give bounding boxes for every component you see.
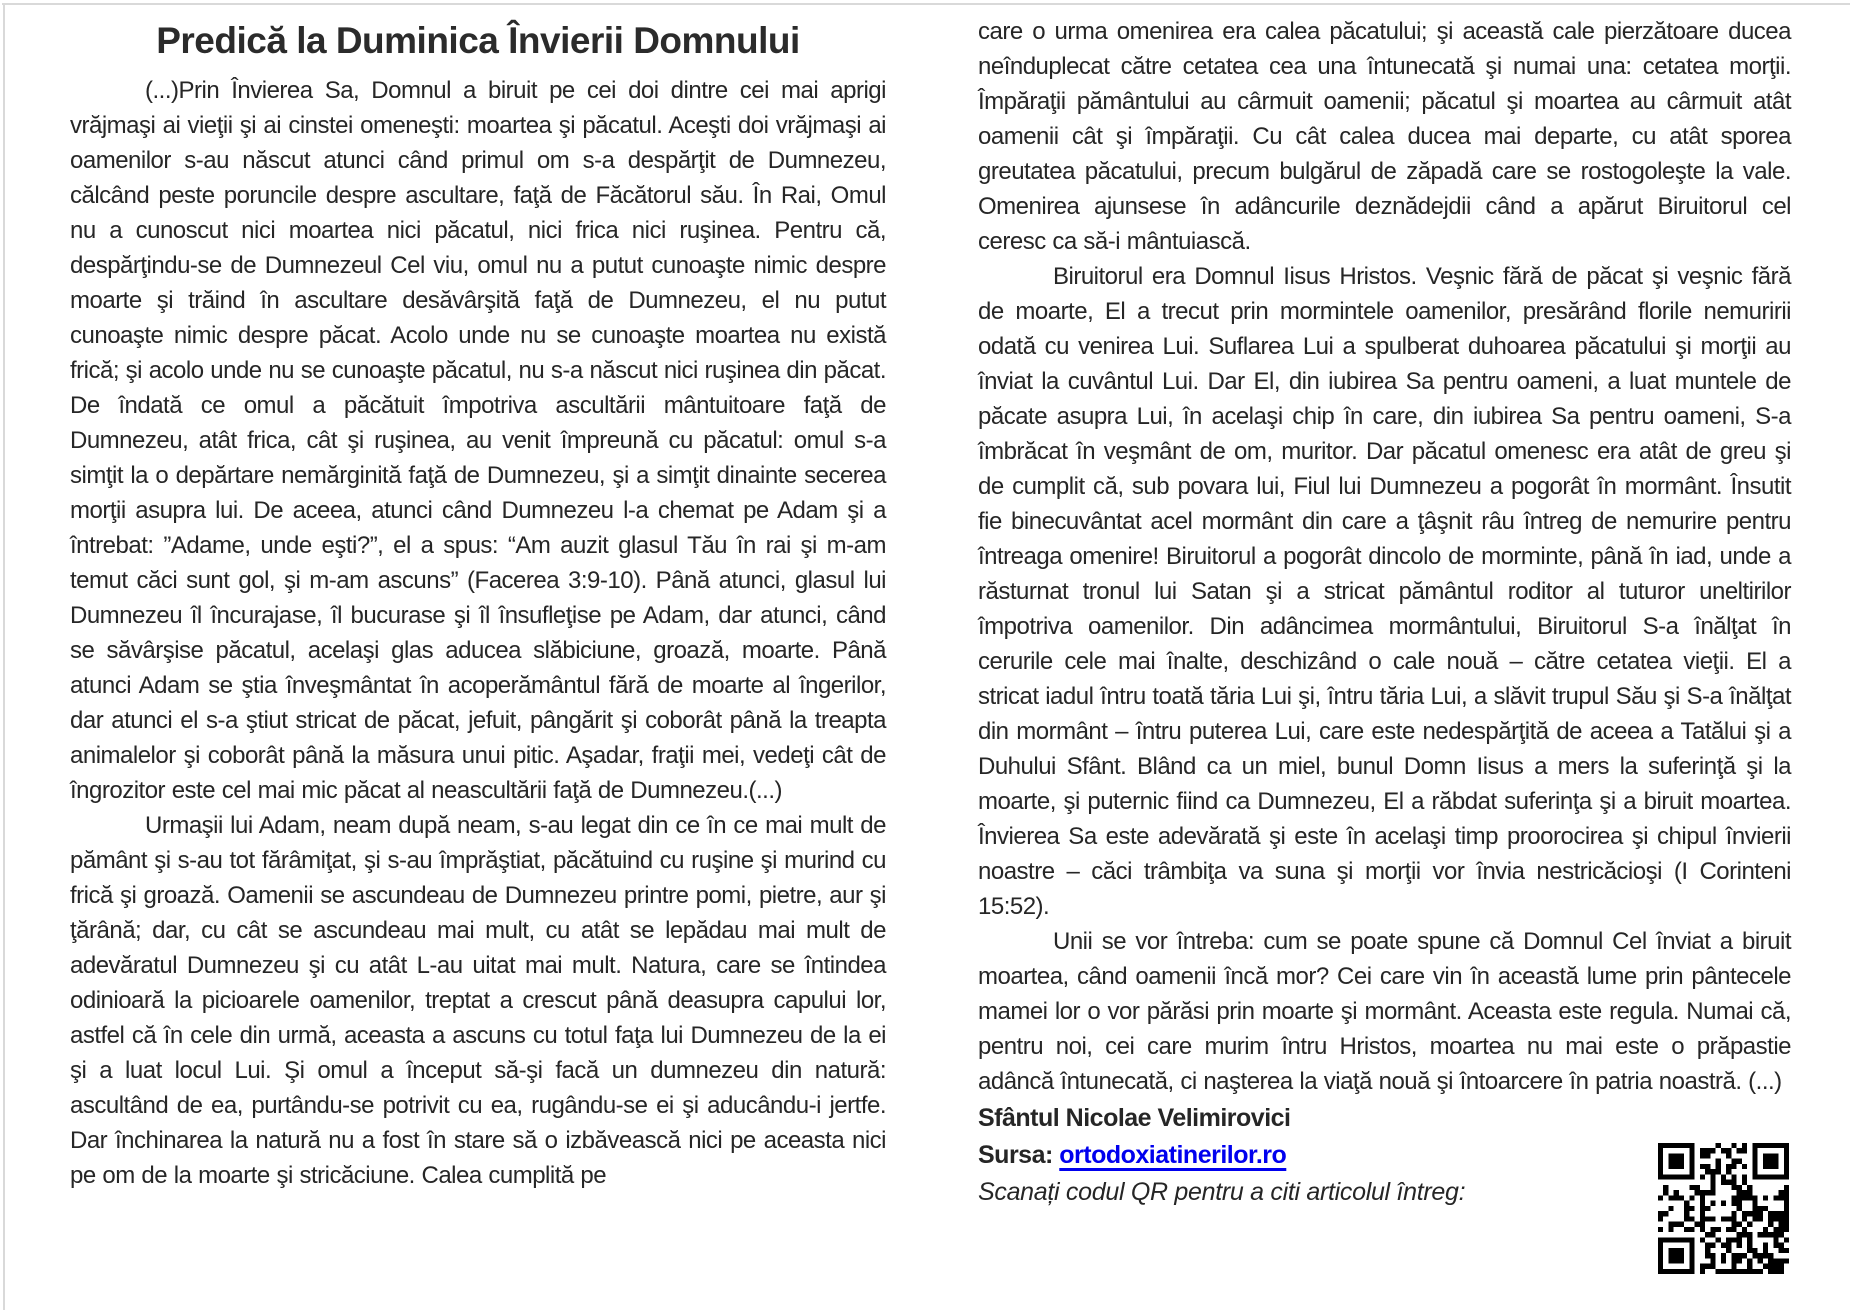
- page-edge-top: [2, 3, 1850, 5]
- source-label: Sursa:: [978, 1141, 1053, 1169]
- page-title: Predică la Duminica Învierii Domnului: [156, 20, 800, 61]
- body-paragraph: (...)Prin Învierea Sa, Domnul a biruit pe cei doi dintre cei mai aprigi vrăjmaşi ai vieţii şi ai cinstei omeneşti: moartea şi păcatul. Aceşti doi vrăjmaşi ai oamenilor s-au născut atunci când primul om s-a despărţit de Dumnezeu, călcând peste poruncile despre ascultare, faţă de Făcătorul său. În Rai, Omul nu a cunoscut nici moartea nici păcatul, nici frica nici ruşinea. Pentru că, despărţindu-se de Dumnezeul Cel viu, omul nu a putut cunoaşte nimic despre moarte şi trăind în ascultare desăvârşită faţă de Dumnezeu, el nu putut cunoaşte nimic despre păcat. Acolo unde nu se cunoaşte moartea nu există frică; şi acolo unde nu se cunoaşte păcatul, nu s-a născut nici ruşinea din păcat. De îndată ce omul a păcătuit împotriva ascultării mântuitoare faţă de Dumnezeu, atât frica, cât şi ruşinea, au venit împreună cu păcatul: omul s-a simţit la o depărtare nemărginită faţă de Dumnezeu, şi a simţit dinainte secerea morţii asupra lui. De aceea, atunci când Dumnezeu l-a chemat pe Adam şi a întrebat: ”Adame, unde eşti?”, el a spus: “Am auzit glasul Tău în rai şi m-am temut căci sunt gol, şi m-am ascuns” (Facerea 3:9-10). Până atunci, glasul lui Dumnezeu îl încurajase, îl bucurase şi îl însufleţise pe Adam, dar atunci, când se săvârşise păcatul, acelaşi glas aducea slăbiciune, groază, moarte. Până atunci Adam se ştia înveşmântat în acoperământul fără de moarte al îngerilor, dar atunci el s-a ştiut stricat de păcat, jefuit, pângărit şi coborât până la treapta animalelor şi coborât până la măsura unui pitic. Aşadar, fraţii mei, vedeţi cât de îngrozitor este cel mai mic păcat al neascultării faţă de Dumnezeu.(...): [70, 77, 886, 804]
- left-column: [70, 18, 886, 1193]
- page-edge-left: [3, 3, 5, 1310]
- body-paragraph: Unii se vor întreba: cum se poate spune că Domnul Cel înviat a biruit moartea, când oamenii încă mor? Cei care vin în această lume prin pântecele mamei lor o vor părăsi prin moarte şi mormânt. Aceasta este regula. Numai că, pentru noi, cei care murim întru Hristos, moartea nu mai este o prăpastie adâncă întunecată, ci naşterea la viaţă nouă şi întoarcere în patria noastră. (...): [978, 928, 1791, 1095]
- right-column: [978, 14, 1791, 1211]
- author-line: Sfântul Nicolae Velimirovici: [978, 1104, 1291, 1132]
- body-paragraph: care o urma omenirea era calea păcatului; şi această cale pierzătoare ducea neînduplecat către cetatea cea una întunecată şi numai una: cetatea morţii. Împăraţii pământului au cârmuit oamenii; păcatul şi moartea au cârmuit atât oamenii cât şi împăraţii. Cu cât calea ducea mai departe, cu atât sporea greutatea păcatului, precum bulgărul de zăpadă care se rostogoleşte la vale. Omenirea ajunsese în adâncurile deznădejdii când a apărut Biruitorul cel ceresc ca să-i mântuiască.: [978, 18, 1791, 255]
- qr-code-icon: [1658, 1143, 1789, 1274]
- qr-caption: Scanați codul QR pentru a citi articolul întreg:: [978, 1178, 1466, 1206]
- body-paragraph: Biruitorul era Domnul Iisus Hristos. Veşnic fără de păcat şi veşnic fără de moarte, El a trecut prin mormintele oamenilor, presărând florile nemuririi odată cu venirea Lui. Suflarea Lui a spulberat duhoarea păcatului şi morţii au înviat la cuvântul Lui. Dar El, din iubirea Sa pentru oameni, a luat muntele de păcate asupra Lui, în acelaşi chip în care, din iubirea Sa pentru oameni, S-a îmbrăcat în veşmânt de om, muritor. Dar păcatul omenesc era atât de greu şi de cumplit că, sub povara lui, Fiul lui Dumnezeu a pogorât în mormânt. Însutit fie binecuvântat acel mormânt din care a ţâşnit râu întreg de nemurire pentru întreaga omenire! Biruitorul a pogorât dincolo de morminte, până în iad, unde a răsturnat tronul lui Satan şi a stricat pământul roditor al tuturor uneltirilor împotriva oamenilor. Din adâncimea mormântului, Biruitorul S-a înălţat în cerurile cele mai înalte, deschizând o cale nouă – către cetatea vieţii. El a stricat iadul întru toată tăria Lui şi, întru tăria Lui, a slăvit trupul Său şi S-a înălţat din mormânt – întru puterea Lui, care este nedespărţită de aceea a Tatălui şi a Duhului Sfânt. Blând ca un miel, bunul Domn Iisus a mers la suferinţă şi la moarte, şi puternic fiind ca Dumnezeu, El a răbdat suferinţa şi a biruit moartea. Învierea Sa este adevărată şi este în acelaşi timp proorocirea şi chipul învierii noastre – căci trâmbiţa va suna şi morţii vor învia nestricăcioşi (I Corinteni 15:52).: [978, 263, 1791, 920]
- source-link[interactable]: ortodoxiatinerilor.ro: [1059, 1141, 1287, 1169]
- body-paragraph: Urmaşii lui Adam, neam după neam, s-au legat din ce în ce mai mult de pământ şi s-au tot fărâmiţat, şi s-au împrăştiat, păcătuind cu ruşine şi murind cu frică şi groază. Oamenii se ascundeau de Dumnezeu printre pomi, pietre, aur şi ţărână; dar, cu cât se ascundeau mai mult, cu atât se lepădau mai mult de adevăratul Dumnezeu şi cu atât L-au uitat mai mult. Natura, care se întindea odinioară la picioarele oamenilor, treptat a crescut până deasupra capului lor, astfel că în cele din urmă, aceasta a ascuns cu totul faţa lui Dumnezeu de la ei şi a luat locul Lui. Şi omul a început să-şi facă un dumnezeu din natură: ascultând de ea, purtându-se potrivit cu ea, rugându-se ei şi aducându-i jertfe. Dar închinarea la natură nu a fost în stare să o izbăvească nici pe aceasta nici pe om de la moarte şi stricăciune. Calea cumplită pe: [70, 812, 886, 1189]
